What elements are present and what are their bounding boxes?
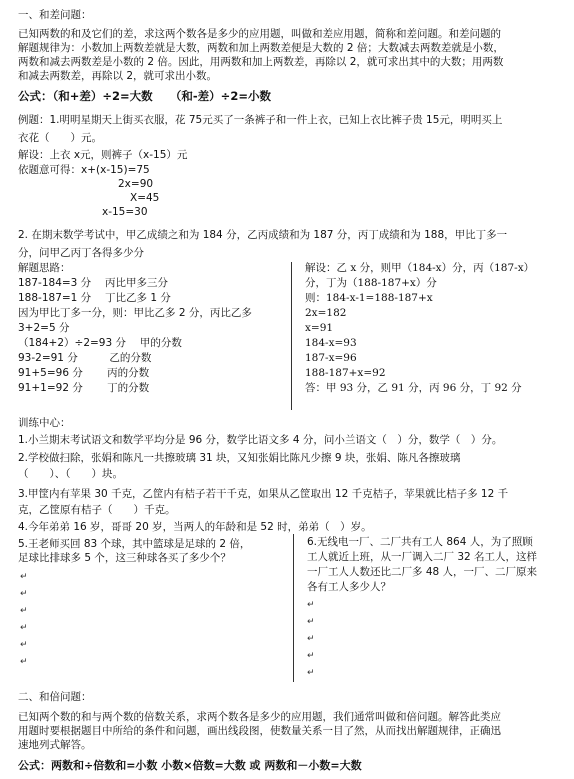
question-5-line-1: 5.王老师买回 83 个球，其中篮球是足球的 2 倍， xyxy=(18,538,251,550)
question-3-line-2: 克，乙筐原有桔子（ ）千克。 xyxy=(18,504,176,516)
example-2-line-2: 分，问甲乙丙丁各得多少分 xyxy=(18,247,144,259)
paragraph-mark: ↵ xyxy=(307,634,315,644)
right-line: 2x=182 xyxy=(305,307,347,319)
example-2-left-column xyxy=(18,261,252,396)
column-divider xyxy=(291,262,292,410)
left-line: 93-2=91 分 乙的分数 xyxy=(18,352,152,364)
section-2-title: 二、和倍问题： xyxy=(18,691,92,703)
training-title: 训练中心： xyxy=(18,417,71,429)
right-line: x=91 xyxy=(305,322,334,334)
example-1-eq-2: 2x=90 xyxy=(118,178,154,190)
question-6-line-1: 6.无线电一厂、二厂共有工人 864 人，为了照顾 xyxy=(307,536,533,548)
intro-1-line-4: 和减去两数差，再除以 2，就可求出小数。 xyxy=(18,70,218,82)
left-line: 91+5=96 分 丙的分数 xyxy=(18,367,150,379)
question-2-line-2: （ ）、（ ）块。 xyxy=(18,468,123,480)
left-line: 3+2=5 分 xyxy=(18,322,70,334)
intro-1-line-2: 解题规律为：小数加上两数差就是大数，两数和加上两数差便是大数的 2 倍；大数减去两数差就是小数， xyxy=(18,42,504,54)
right-line: 188-187+x=92 xyxy=(305,367,386,379)
paragraph-mark: ↵ xyxy=(20,606,28,616)
intro-1-line-1: 已知两数的和及它们的差，求这两个数各是多少的应用题，叫做和差应用题，简称和差问题。和差问题的 xyxy=(18,28,501,40)
intro-2-line-3: 速地列式解答。 xyxy=(18,739,92,751)
example-1-line-2: 衣花（ ）元。 xyxy=(18,132,102,144)
question-3-line-1: 3.甲筐内有苹果 30 千克，乙筐内有桔子若干千克，如果从乙筐取出 12 千克桔子，苹果就比桔子多 12 千 xyxy=(18,488,509,500)
question-1: 1.小兰期末考试语文和数学平均分是 96 分，数学比语文多 4 分，问小兰语文（ ）分，数学（ ）分。 xyxy=(18,434,503,446)
paragraph-mark: ↵ xyxy=(20,572,28,582)
right-line: 则：184-x-1=188-187+x xyxy=(305,292,433,304)
example-2-line-1: 2. 在期末数学考试中，甲乙成绩之和为 184 分，乙丙成绩和为 187 分，丙丁成绩和为 188，甲比丁多一 xyxy=(18,229,508,241)
right-line: 184-x=93 xyxy=(305,337,357,349)
paragraph-mark: ↵ xyxy=(20,640,28,650)
paragraph-mark: ↵ xyxy=(307,651,315,661)
section-1-title: 一、和差问题： xyxy=(18,9,92,21)
paragraph-mark: ↵ xyxy=(307,600,315,610)
paragraph-mark: ↵ xyxy=(307,668,315,678)
formula-2: 公式：两数和÷倍数和=小数 小数×倍数=大数 或 两数和－小数=大数 xyxy=(18,759,362,772)
question-4: 4.今年弟弟 16 岁，哥哥 20 岁，当两人的年龄和是 52 时，弟弟（ ）岁。 xyxy=(18,521,372,533)
paragraph-mark: ↵ xyxy=(20,589,28,599)
question-2-line-1: 2.学校做扫除，张娟和陈凡一共擦玻璃 31 块，又知张娟比陈凡少擦 9 块，张娟、陈凡各擦玻璃 xyxy=(18,452,461,464)
paragraph-mark: ↵ xyxy=(20,623,28,633)
example-1-line-1: 例题：1.明明星期天上街买衣服，花 75元买了一条裤子和一件上衣，已知上衣比裤子贵 15元，明明买上 xyxy=(18,114,503,126)
right-line: 分，丁为（188-187+x）分 xyxy=(305,277,437,289)
question-6-line-2: 工人就近上班，从一厂调入二厂 32 名工人，这样 xyxy=(307,551,538,563)
left-line: 91+1=92 分 丁的分数 xyxy=(18,382,150,394)
intro-2-line-1: 已知两个数的和与两个数的倍数关系，求两个数各是多少的应用题，我们通常叫做和倍问题。解答此类应 xyxy=(18,711,501,723)
paragraph-mark: ↵ xyxy=(20,657,28,667)
question-6-line-4: 各有工人多少人？ xyxy=(307,581,391,593)
left-line: （184+2）÷2=93 分 甲的分数 xyxy=(18,337,182,349)
intro-1-line-3: 两数和减去两数差是小数的 2 倍。因此，用两数和加上两数差，再除以 2，就可求出其中的大数；用两数 xyxy=(18,56,504,68)
left-line: 因为甲比丁多一分，则：甲比乙多 2 分，丙比乙多 xyxy=(18,307,252,319)
question-5-line-2: 足球比排球多 5 个，这三种球各买了多少个？ xyxy=(18,552,231,564)
question-6-line-3: 一厂工人人数还比二厂多 48 人，一厂、二厂原来 xyxy=(307,566,538,578)
intro-2-line-2: 用题时要根据题目中所给的条件和问题，画出线段图，使数量关系一目了然，从而找出解题规律，正确迅 xyxy=(18,725,501,737)
paragraph-mark: ↵ xyxy=(307,617,315,627)
right-line: 187-x=96 xyxy=(305,352,357,364)
example-1-eq-4: x-15=30 xyxy=(102,206,148,218)
example-2-right-column xyxy=(305,261,534,396)
question-divider xyxy=(293,534,294,682)
example-1-eq-1: 依题意可得：x+(x-15)=75 xyxy=(18,164,150,176)
right-line: 解设：乙 x 分，则甲（184-x）分，丙（187-x） xyxy=(305,262,535,274)
left-line: 187-184=3 分 丙比甲多三分 xyxy=(18,277,169,289)
right-line: 答：甲 93 分，乙 91 分，丙 96 分，丁 92 分 xyxy=(305,382,522,394)
left-line: 解题思路： xyxy=(18,262,71,274)
formula-1: 公式：（和+差）÷2=大数 （和-差）÷2=小数 xyxy=(18,89,271,103)
left-line: 188-187=1 分 丁比乙多 1 分 xyxy=(18,292,171,304)
example-1-eq-3: X=45 xyxy=(130,192,160,204)
example-1-setup: 解设：上衣 x元，则裤子（x-15）元 xyxy=(18,149,188,161)
